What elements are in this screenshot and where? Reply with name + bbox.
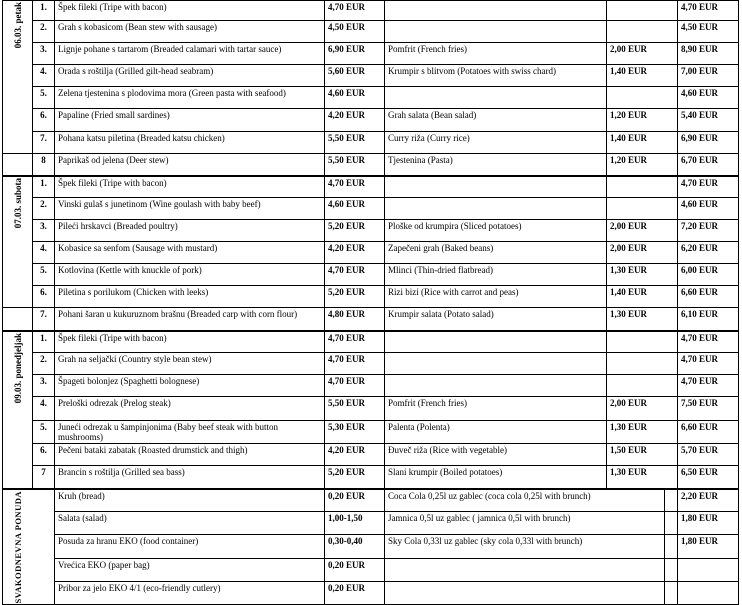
row-number: 5. — [33, 264, 55, 286]
row-number: 8 — [33, 154, 55, 176]
dish-name: Piletina s porilukom (Chicken with leeks) — [55, 286, 325, 308]
offer-price: 0,20 EUR — [325, 581, 385, 604]
total-price: 6,20 EUR — [678, 242, 739, 264]
side-price: 1,30 EUR — [607, 421, 678, 444]
drink-item: Jamnica 0,5l uz gablec ( jamnica 0,5l with brunch) — [385, 512, 665, 535]
side-dish — [385, 1, 607, 21]
side-price: 1,40 EUR — [607, 286, 678, 308]
row-number: 1. — [33, 1, 55, 21]
offer-price: 0,30-0,40 — [325, 535, 385, 558]
total-price: 6,90 EUR — [678, 132, 739, 154]
total-price: 4,70 EUR — [678, 353, 739, 375]
dish-price: 4,70 EUR — [325, 176, 385, 198]
side-price: 1,20 EUR — [607, 109, 678, 132]
side-dish — [385, 176, 607, 198]
day-label-text: 06.03. petak — [12, 2, 23, 49]
dish-price: 5,50 EUR — [325, 154, 385, 176]
side-price — [607, 375, 678, 397]
menu-row — [3, 286, 739, 308]
total-price: 6,70 EUR — [678, 154, 739, 176]
menu-table — [2, 0, 739, 605]
total-price: 4,70 EUR — [678, 176, 739, 198]
dish-price: 4,20 EUR — [325, 444, 385, 466]
offer-spacer — [665, 512, 678, 535]
dish-price: 5,50 EUR — [325, 397, 385, 421]
total-price: 4,50 EUR — [678, 21, 739, 43]
dish-name: Zelena tjestenina s plodovima mora (Green pasta with seafood) — [55, 87, 325, 109]
total-price: 6,60 EUR — [678, 286, 739, 308]
side-dish — [385, 87, 607, 109]
total-price: 4,70 EUR — [678, 331, 739, 353]
offer-item: Salata (salad) — [55, 512, 325, 535]
row-number: 6. — [33, 286, 55, 308]
side-price: 2,00 EUR — [607, 242, 678, 264]
dish-name: Orada s roštilja (Grilled gilt-head seabram) — [55, 65, 325, 87]
row-number: 7. — [33, 132, 55, 154]
side-price — [607, 1, 678, 21]
dish-price: 6,90 EUR — [325, 43, 385, 65]
row-number: 7. — [33, 308, 55, 331]
total-price: 4,70 EUR — [678, 1, 739, 21]
menu-row — [3, 21, 739, 43]
row-number: 4. — [33, 397, 55, 421]
dish-name: Papaline (Fried small sardines) — [55, 109, 325, 132]
daily-offer-row — [3, 489, 739, 512]
dish-name: Vinski gulaš s junetinom (Wine goulash with baby beef) — [55, 198, 325, 220]
side-price — [607, 331, 678, 353]
drink-price — [678, 558, 739, 581]
dish-price: 4,70 EUR — [325, 1, 385, 21]
dish-name: Grah na seljački (Country style bean stew) — [55, 353, 325, 375]
row-number: 1. — [33, 331, 55, 353]
menu-row — [3, 421, 739, 444]
menu-row — [3, 1, 739, 21]
dish-price: 4,60 EUR — [325, 87, 385, 109]
day-label-blank — [3, 154, 33, 176]
dish-name: Špek fileki (Tripe with bacon) — [55, 176, 325, 198]
menu-row — [3, 87, 739, 109]
side-price: 1,30 EUR — [607, 264, 678, 286]
menu-row-extra — [3, 308, 739, 331]
side-price — [607, 198, 678, 220]
side-dish: Slani krumpir (Boiled potatoes) — [385, 466, 607, 489]
daily-offer-row — [3, 512, 739, 535]
dish-name: Brancin s roštilja (Grilled sea bass) — [55, 466, 325, 489]
menu-row — [3, 397, 739, 421]
side-dish — [385, 353, 607, 375]
total-price: 6,60 EUR — [678, 421, 739, 444]
side-dish: Pomfrit (French fries) — [385, 397, 607, 421]
total-price: 5,70 EUR — [678, 444, 739, 466]
offer-spacer — [665, 581, 678, 604]
side-price: 1,30 EUR — [607, 308, 678, 331]
side-dish: Curry riža (Curry rice) — [385, 132, 607, 154]
dish-price: 4,20 EUR — [325, 109, 385, 132]
total-price: 6,00 EUR — [678, 264, 739, 286]
daily-offer-label — [3, 489, 55, 605]
dish-price: 4,70 EUR — [325, 331, 385, 353]
dish-name: Špageti bolonjez (Spaghetti bolognese) — [55, 375, 325, 397]
daily-offer-row — [3, 581, 739, 604]
dish-name: Juneći odrezak u šampinjonima (Baby beef steak with button mushrooms) — [55, 421, 325, 444]
side-dish: Pomfrit (French fries) — [385, 43, 607, 65]
row-number: 2. — [33, 353, 55, 375]
drink-price: 1,80 EUR — [678, 535, 739, 558]
row-number: 1. — [33, 176, 55, 198]
dish-price: 5,50 EUR — [325, 132, 385, 154]
total-price: 4,60 EUR — [678, 198, 739, 220]
dish-name: Pečeni bataki zabatak (Roasted drumstick and thigh) — [55, 444, 325, 466]
dish-price: 4,20 EUR — [325, 242, 385, 264]
menu-row-extra — [3, 154, 739, 176]
daily-offer-row — [3, 535, 739, 558]
row-number: 4. — [33, 242, 55, 264]
day-label — [3, 331, 33, 489]
row-number: 4. — [33, 65, 55, 87]
day-label-text: 07.03. subota — [12, 177, 23, 228]
menu-row — [3, 331, 739, 353]
dish-price: 4,80 EUR — [325, 308, 385, 331]
drink-price: 2,20 EUR — [678, 489, 739, 512]
side-price — [607, 353, 678, 375]
dish-price: 5,30 EUR — [325, 421, 385, 444]
side-dish: Palenta (Polenta) — [385, 421, 607, 444]
day-label — [3, 176, 33, 308]
dish-name: Pohani šaran u kukuruznom brašnu (Breaded carp with corn flour) — [55, 308, 325, 331]
menu-row — [3, 264, 739, 286]
dish-name: Lignje pohane s tartarom (Breaded calamari with tartar sauce) — [55, 43, 325, 65]
row-number: 7 — [33, 466, 55, 489]
dish-name: Kobasice sa senfom (Sausage with mustard) — [55, 242, 325, 264]
dish-name: Pileći hrskavci (Breaded poultry) — [55, 220, 325, 242]
total-price: 6,50 EUR — [678, 466, 739, 489]
dish-price: 4,70 EUR — [325, 375, 385, 397]
daily-offer-row — [3, 558, 739, 581]
dish-name: Kotlovina (Kettle with knuckle of pork) — [55, 264, 325, 286]
offer-spacer — [665, 535, 678, 558]
total-price: 8,90 EUR — [678, 43, 739, 65]
dish-price: 4,50 EUR — [325, 21, 385, 43]
daily-offer-label-text: SVAKODNEVNA PONUDA — [12, 490, 23, 604]
offer-item: Vrećica EKO (paper bag) — [55, 558, 325, 581]
drink-price — [678, 581, 739, 604]
side-price — [607, 87, 678, 109]
side-dish: Zapečeni grah (Baked beans) — [385, 242, 607, 264]
day-label — [3, 1, 33, 154]
offer-spacer — [665, 558, 678, 581]
offer-price: 0,20 EUR — [325, 489, 385, 512]
row-number: 6. — [33, 109, 55, 132]
side-price: 2,00 EUR — [607, 220, 678, 242]
drink-item — [385, 558, 665, 581]
side-dish: Grah salata (Bean salad) — [385, 109, 607, 132]
drink-item: Coca Cola 0,25l uz gablec (coca cola 0,25l with brunch) — [385, 489, 665, 512]
total-price: 4,60 EUR — [678, 87, 739, 109]
menu-row — [3, 176, 739, 198]
total-price: 7,20 EUR — [678, 220, 739, 242]
offer-price: 0,20 EUR — [325, 558, 385, 581]
row-number: 5. — [33, 421, 55, 444]
side-dish: Krumpir s blitvom (Potatoes with swiss chard) — [385, 65, 607, 87]
dish-price: 5,60 EUR — [325, 65, 385, 87]
dish-name: Paprikaš od jelena (Deer stew) — [55, 154, 325, 176]
side-dish — [385, 331, 607, 353]
side-price — [607, 21, 678, 43]
side-dish — [385, 375, 607, 397]
side-dish: Rizi bizi (Rice with carrot and peas) — [385, 286, 607, 308]
day-label-blank — [3, 308, 33, 331]
side-dish: Tjestenina (Pasta) — [385, 154, 607, 176]
side-dish: Mlinci (Thin-dried flatbread) — [385, 264, 607, 286]
menu-row — [3, 353, 739, 375]
dish-name: Špek fileki (Tripe with bacon) — [55, 1, 325, 21]
side-price: 1,50 EUR — [607, 444, 678, 466]
dish-price: 5,20 EUR — [325, 466, 385, 489]
menu-row — [3, 466, 739, 489]
row-number: 3. — [33, 375, 55, 397]
menu-row — [3, 43, 739, 65]
offer-item: Posuda za hranu EKO (food container) — [55, 535, 325, 558]
dish-price: 5,20 EUR — [325, 286, 385, 308]
menu-row — [3, 375, 739, 397]
row-number: 3. — [33, 220, 55, 242]
side-price: 2,00 EUR — [607, 397, 678, 421]
side-price: 1,40 EUR — [607, 65, 678, 87]
side-dish — [385, 198, 607, 220]
menu-row — [3, 242, 739, 264]
dish-price: 5,20 EUR — [325, 220, 385, 242]
row-number: 5. — [33, 87, 55, 109]
offer-spacer — [665, 489, 678, 512]
total-price: 7,50 EUR — [678, 397, 739, 421]
side-dish: Đuveč riža (Rice with vegetable) — [385, 444, 607, 466]
menu-row — [3, 198, 739, 220]
dish-price: 4,70 EUR — [325, 353, 385, 375]
menu-row — [3, 65, 739, 87]
menu-row — [3, 220, 739, 242]
offer-item: Pribor za jelo EKO 4/1 (eco-friendly cutlery) — [55, 581, 325, 604]
side-dish: Krumpir salata (Potato salad) — [385, 308, 607, 331]
menu-row — [3, 109, 739, 132]
row-number: 6. — [33, 444, 55, 466]
drink-item — [385, 581, 665, 604]
side-price: 1,30 EUR — [607, 466, 678, 489]
side-price: 1,40 EUR — [607, 132, 678, 154]
side-dish: Ploške od krumpira (Sliced potatoes) — [385, 220, 607, 242]
menu-row — [3, 132, 739, 154]
offer-price: 1,00-1,50 — [325, 512, 385, 535]
total-price: 7,00 EUR — [678, 65, 739, 87]
side-price: 1,20 EUR — [607, 154, 678, 176]
side-price — [607, 176, 678, 198]
menu-row — [3, 444, 739, 466]
drink-price: 1,80 EUR — [678, 512, 739, 535]
row-number: 3. — [33, 43, 55, 65]
side-price: 2,00 EUR — [607, 43, 678, 65]
row-number: 2. — [33, 21, 55, 43]
row-number: 2. — [33, 198, 55, 220]
offer-item: Kruh (bread) — [55, 489, 325, 512]
dish-name: Preloški odrezak (Prelog steak) — [55, 397, 325, 421]
total-price: 5,40 EUR — [678, 109, 739, 132]
total-price: 4,70 EUR — [678, 375, 739, 397]
total-price: 6,10 EUR — [678, 308, 739, 331]
drink-item: Sky Cola 0,33l uz gablec (sky cola 0,33l with brunch) — [385, 535, 665, 558]
dish-name: Špek fileki (Tripe with bacon) — [55, 331, 325, 353]
dish-price: 4,60 EUR — [325, 198, 385, 220]
dish-name: Grah s kobasicom (Bean stew with sausage) — [55, 21, 325, 43]
dish-name: Pohana katsu piletina (Breaded katsu chicken) — [55, 132, 325, 154]
day-label-text: 09.03. ponedjeljak — [12, 332, 23, 403]
side-dish — [385, 21, 607, 43]
dish-price: 4,70 EUR — [325, 264, 385, 286]
